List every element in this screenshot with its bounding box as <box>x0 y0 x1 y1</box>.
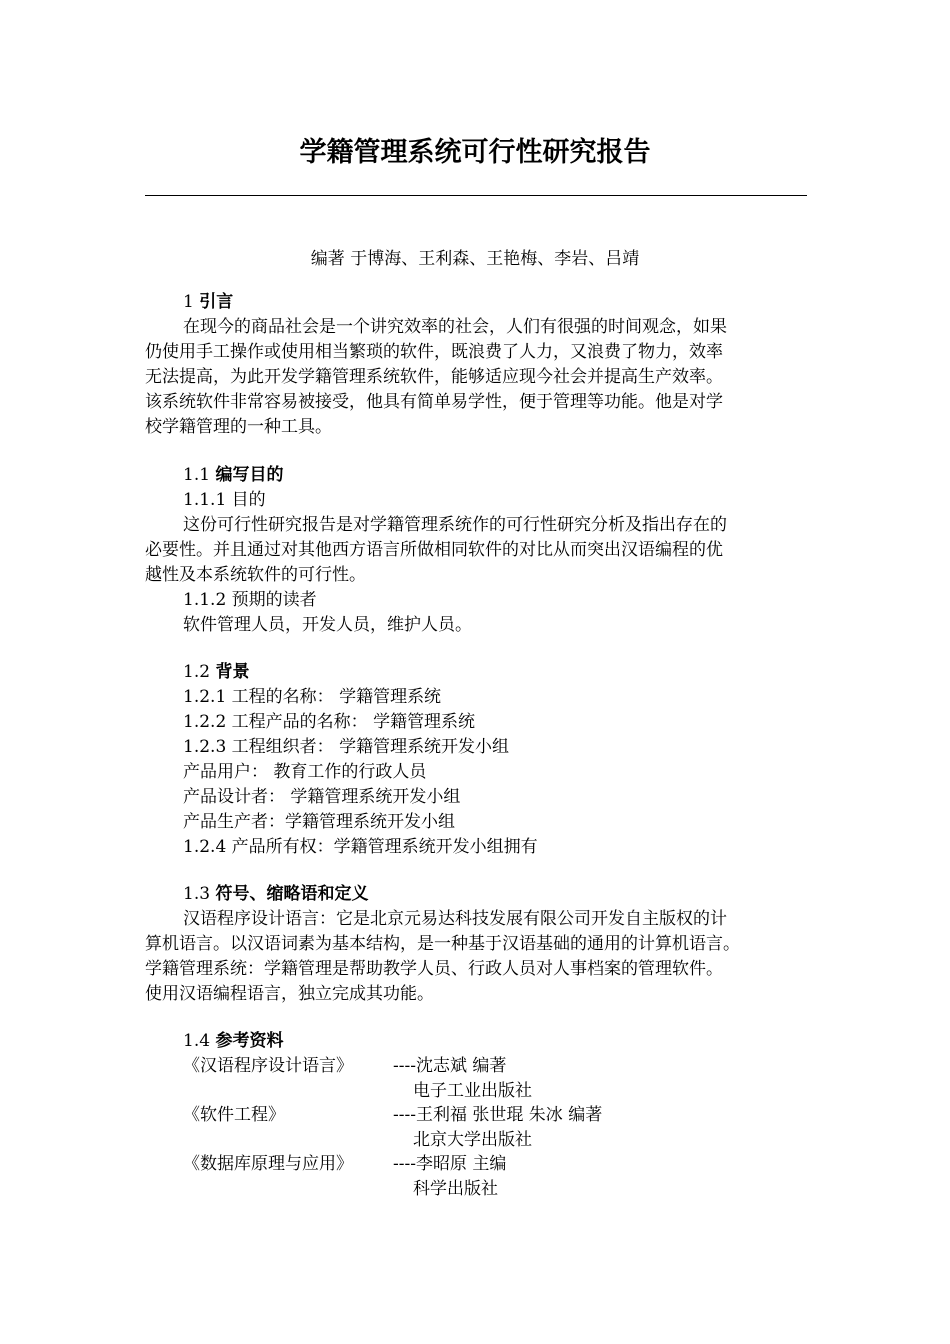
reference-publisher: 北京大学出版社 <box>413 1130 532 1150</box>
section-number: 1.3 <box>183 884 211 904</box>
section-title: 背景 <box>215 662 250 682</box>
paragraph-line: 必要性。并且通过对其他西方语言所做相同软件的对比从而突出汉语编程的优 <box>145 540 723 560</box>
paragraph-line: 仍使用手工操作或使用相当繁琐的软件，既浪费了人力，又浪费了物力，效率 <box>145 342 723 362</box>
title-divider <box>145 195 807 196</box>
section-heading-1-3 <box>183 882 368 906</box>
reference-book: 《数据库原理与应用》 <box>183 1154 353 1174</box>
paragraph-line: 该系统软件非常容易被接受，他具有简单易学性，便于管理等功能。他是对学 <box>145 392 723 412</box>
background-item: 1.2.2 工程产品的名称： 学籍管理系统 <box>183 712 476 732</box>
section-title: 引言 <box>199 292 234 312</box>
section-title: 参考资料 <box>215 1031 284 1051</box>
paragraph-line: 使用汉语编程语言，独立完成其功能。 <box>145 984 434 1004</box>
section-number: 1.2 <box>183 662 211 682</box>
paragraph-line: 越性及本系统软件的可行性。 <box>145 565 366 585</box>
paragraph-line: 这份可行性研究报告是对学籍管理系统作的可行性研究分析及指出存在的 <box>183 515 727 535</box>
subsection-heading: 1.1.2 预期的读者 <box>183 590 317 610</box>
background-item: 1.2.1 工程的名称： 学籍管理系统 <box>183 687 442 707</box>
background-item: 产品设计者： 学籍管理系统开发小组 <box>183 787 461 807</box>
subsection-heading: 1.1.1 目的 <box>183 490 266 510</box>
authors-line: 编著 于博海、王利森、王艳梅、李岩、吕靖 <box>310 249 640 269</box>
background-item: 1.2.3 工程组织者： 学籍管理系统开发小组 <box>183 737 510 757</box>
section-heading-1-2 <box>183 660 249 684</box>
section-number: 1.4 <box>183 1031 211 1051</box>
reference-publisher: 科学出版社 <box>413 1179 498 1199</box>
background-item: 1.2.4 产品所有权：学籍管理系统开发小组拥有 <box>183 837 538 857</box>
paragraph-line: 校学籍管理的一种工具。 <box>145 417 332 437</box>
paragraph-line: 软件管理人员，开发人员，维护人员。 <box>183 615 472 635</box>
section-number: 1.1 <box>183 465 211 485</box>
paragraph-line: 学籍管理系统：学籍管理是帮助教学人员、行政人员对人事档案的管理软件。 <box>145 959 723 979</box>
section-title: 符号、缩略语和定义 <box>215 884 369 904</box>
paragraph-line: 在现今的商品社会是一个讲究效率的社会，人们有很强的时间观念，如果 <box>183 317 727 337</box>
reference-author: ----沈志斌 编著 <box>393 1056 507 1076</box>
background-item: 产品用户： 教育工作的行政人员 <box>183 762 427 782</box>
reference-publisher: 电子工业出版社 <box>413 1081 532 1101</box>
paragraph-line: 汉语程序设计语言：它是北京元易达科技发展有限公司开发自主版权的计 <box>183 909 727 929</box>
paragraph-line: 算机语言。以汉语词素为基本结构，是一种基于汉语基础的通用的计算机语言。 <box>145 934 740 954</box>
section-number: 1 <box>183 292 194 312</box>
section-heading-1-4 <box>183 1029 283 1053</box>
reference-author: ----王利福 张世琨 朱冰 编著 <box>393 1105 603 1125</box>
reference-book: 《软件工程》 <box>183 1105 285 1125</box>
section-title: 编写目的 <box>215 465 284 485</box>
background-item: 产品生产者：学籍管理系统开发小组 <box>183 812 455 832</box>
paragraph-line: 无法提高，为此开发学籍管理系统软件，能够适应现今社会并提高生产效率。 <box>145 367 723 387</box>
page-title: 学籍管理系统可行性研究报告 <box>299 137 651 168</box>
reference-book: 《汉语程序设计语言》 <box>183 1056 353 1076</box>
section-heading-1 <box>183 290 233 314</box>
reference-author: ----李昭原 主编 <box>393 1154 507 1174</box>
section-heading-1-1 <box>183 463 283 487</box>
